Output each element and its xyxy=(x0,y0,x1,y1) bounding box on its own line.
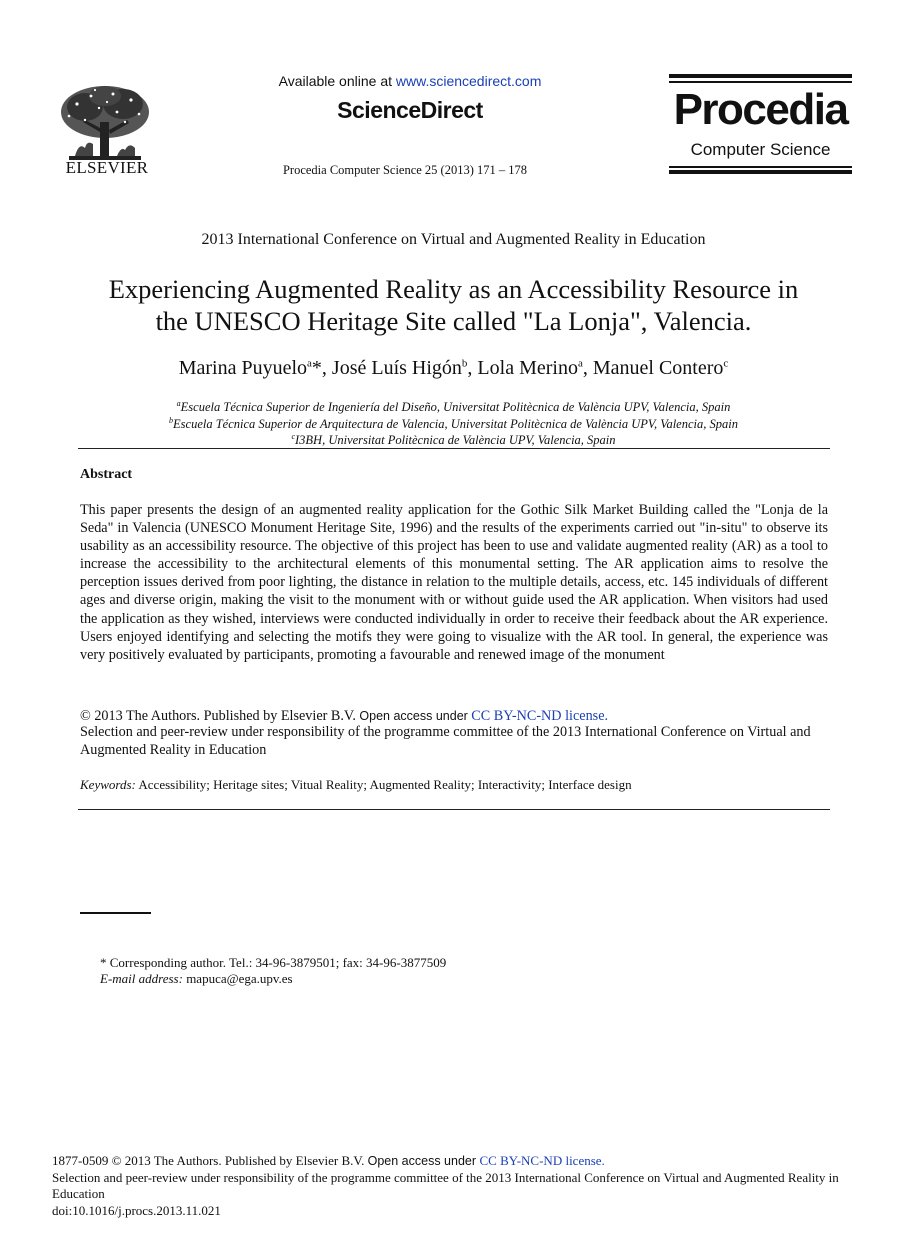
affiliation-text: Escuela Técnica Superior de Ingeniería del Diseño, Universitat Politècnica de València UPV, Valencia, Spain xyxy=(180,400,731,415)
procedia-top-rule xyxy=(669,74,852,78)
footer-peer-review: Selection and peer-review under responsibility of the programme committee of the 2013 International Conference on Virtual and Augmented Reality in Education xyxy=(52,1169,839,1201)
sciencedirect-link[interactable]: www.sciencedirect.com xyxy=(395,73,542,89)
divider-bottom xyxy=(78,809,830,810)
email-label: E-mail address: xyxy=(100,971,183,986)
affiliation xyxy=(0,416,907,432)
license-link[interactable]: CC BY-NC-ND license. xyxy=(471,708,609,724)
author-separator: , xyxy=(467,357,478,379)
footer-doi[interactable]: doi:10.1016/j.procs.2013.11.021 xyxy=(52,1202,221,1218)
available-online xyxy=(200,73,620,89)
title-line-2: the UNESCO Heritage Site called "La Lonja", Valencia. xyxy=(155,306,752,336)
corresponding-author: * Corresponding author. Tel.: 34-96-3879501; fax: 34-96-3877509 xyxy=(100,955,447,970)
author-separator: *, xyxy=(311,357,332,379)
procedia-subtitle: Computer Science xyxy=(690,140,831,159)
affiliation xyxy=(0,399,907,415)
footnote-rule xyxy=(80,912,151,914)
divider-top xyxy=(78,448,830,449)
procedia-title: Procedia xyxy=(673,85,848,134)
author-affiliation-mark: a xyxy=(307,357,312,370)
author-separator: , xyxy=(582,357,593,379)
peer-review-statement: Selection and peer-review under responsibility of the programme committee of the 2013 International Conference on Virtual and Augmented Reality in Education xyxy=(80,724,811,758)
author-affiliation-mark: a xyxy=(577,357,583,370)
abstract-body: This paper presents the design of an augmented reality application for the Gothic Silk Market Building called the "Lonja de la Seda" in Valencia (UNESCO Monument Heritage Site, 1996) and the results of the experiments carried out "in-situ" to observe its usability as an accessibility resource. The objective of this project has been to use and validate augmented reality (AR) as a tool to increase the accessibility to the architectural elements of this monumental setting. The AR application aims to resolve the perception issues derived from poor lighting, the distance in relation to the multiple details, access, etc. 145 individuals of different ages and diverse origin, making the visit to the monument with or without guide used the AR application. When visitors had used the application as they wished, interviews were conducted individually in order to receive their feedback about the AR experience. Users enjoyed identifying and selecting the motifs they were going to visualize with the AR tool. In general, the experience was very positively evaluated by participants, promoting a favourable and renewed image of the monument xyxy=(80,502,828,663)
email-line xyxy=(100,971,293,987)
footer-copyright xyxy=(52,1153,852,1170)
elsevier-wordmark: ELSEVIER xyxy=(65,158,149,177)
abstract-heading: Abstract xyxy=(80,467,133,482)
author-affiliation-mark: b xyxy=(461,357,468,370)
email-address[interactable]: mapuca@ega.upv.es xyxy=(182,971,293,986)
footer-open-access: Open access under xyxy=(367,1154,480,1168)
procedia-bottom-rule xyxy=(669,170,852,174)
keywords-label: Keywords: xyxy=(80,777,136,792)
copyright-line xyxy=(80,708,608,725)
author-name: Manuel Contero xyxy=(592,357,724,379)
title-line-1: Experiencing Augmented Reality as an Accessibility Resource in xyxy=(108,274,799,304)
affiliation-mark: a xyxy=(176,399,181,408)
page-footer xyxy=(52,1153,852,1219)
footer-copyright-text: 1877-0509 © 2013 The Authors. Published by Elsevier B.V. xyxy=(52,1153,368,1168)
procedia-bottom-rule-thin xyxy=(669,166,852,168)
copyright-text: © 2013 The Authors. Published by Elsevier B.V. xyxy=(80,708,360,724)
paper-title xyxy=(60,273,847,337)
affiliation-mark: b xyxy=(169,416,174,425)
affiliation-mark: c xyxy=(291,432,295,441)
procedia-top-rule-thin xyxy=(669,81,852,83)
affiliation-text: Escuela Técnica Superior de Arquitectura de Valencia, Universitat Politècnica de València UPV, Valencia, Spain xyxy=(173,417,738,432)
affiliation-text: I3BH, Universitat Politècnica de València UPV, Valencia, Spain xyxy=(295,433,616,448)
open-access-label: Open access under xyxy=(359,709,472,723)
author-name: Lola Merino xyxy=(477,357,578,379)
author-affiliation-mark: c xyxy=(723,357,729,370)
keywords xyxy=(80,777,632,793)
author-name: José Luís Higón xyxy=(331,357,462,379)
affiliation xyxy=(0,432,907,448)
keywords-text: Accessibility; Heritage sites; Vitual Reality; Augmented Reality; Interactivity; Interface design xyxy=(135,777,632,792)
author-name: Marina Puyuelo xyxy=(178,357,308,379)
available-prefix: Available online at xyxy=(278,73,396,89)
author-list xyxy=(0,357,907,380)
conference-name: 2013 International Conference on Virtual and Augmented Reality in Education xyxy=(201,231,706,248)
journal-reference: Procedia Computer Science 25 (2013) 171 – 178 xyxy=(282,163,528,177)
procedia-logo xyxy=(669,74,852,176)
sciencedirect-brand: ScienceDirect xyxy=(337,97,483,123)
footer-license-link[interactable]: CC BY-NC-ND license. xyxy=(479,1153,605,1168)
